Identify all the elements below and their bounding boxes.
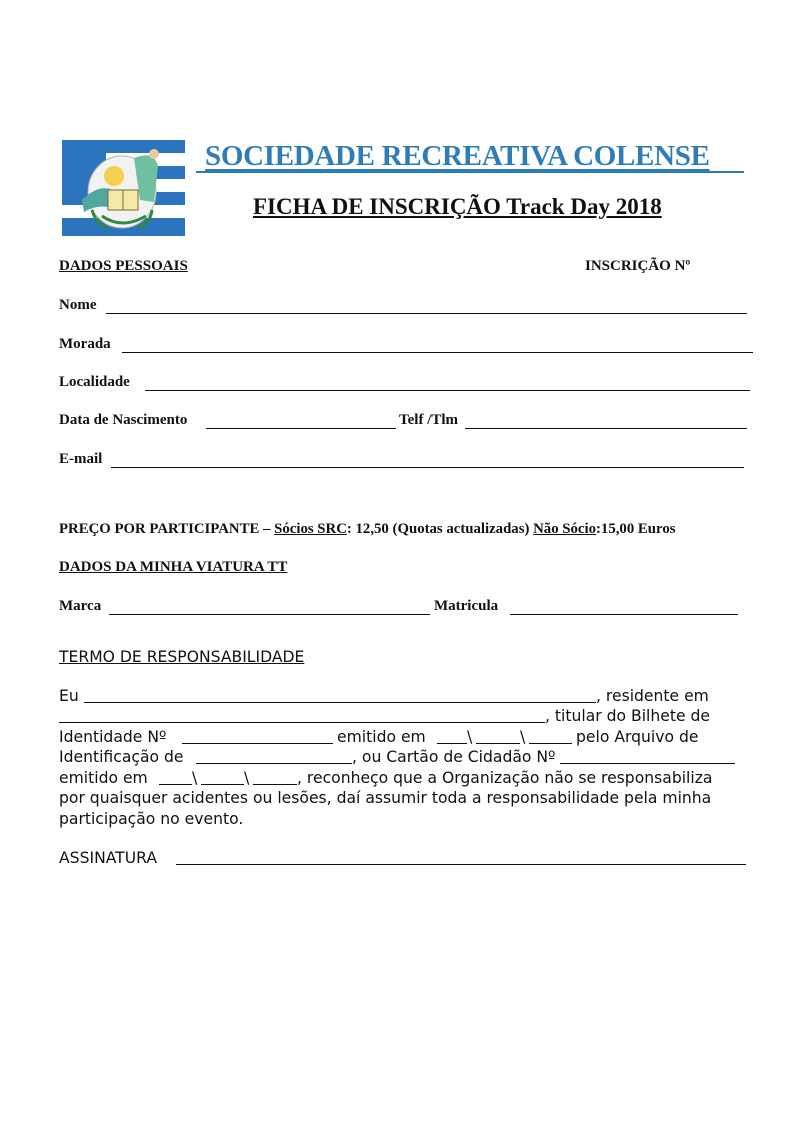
locality-label: Localidade (59, 374, 130, 390)
price-line (59, 521, 675, 538)
brand-field[interactable] (109, 614, 430, 615)
price-label: PREÇO POR PARTICIPANTE – (59, 521, 271, 537)
phone-field[interactable] (465, 428, 747, 429)
personal-data-heading: DADOS PESSOAIS (59, 258, 188, 274)
org-title: SOCIEDADE RECREATIVA COLENSE (205, 140, 710, 172)
term-issued-month-field[interactable] (476, 743, 520, 744)
form-title: FICHA DE INSCRIÇÃO Track Day 2018 (253, 194, 662, 219)
term-issued-label: emitido em (59, 769, 148, 787)
term-date-separator: \ (244, 769, 250, 787)
address-field[interactable] (122, 352, 753, 353)
members-label: Sócios SRC (274, 521, 347, 537)
term-residence-text: , residente em (596, 687, 709, 705)
term-identification-label: Identificação de (59, 748, 184, 766)
term-citizen-card-label: , ou Cartão de Cidadão Nº (352, 748, 556, 766)
signature-label: ASSINATURA (59, 849, 157, 867)
term-identification-field[interactable] (196, 763, 352, 764)
term-responsibility-text: por quaisquer acidentes ou lesões, daí assumir toda a responsabilidade pela minha (59, 789, 712, 807)
term-cc-issued-month-field[interactable] (201, 784, 244, 785)
term-cc-issued-day-field[interactable] (159, 784, 192, 785)
term-name-field[interactable] (84, 702, 596, 703)
term-issued-label: emitido em (337, 728, 426, 746)
term-participation-text: participação no evento. (59, 810, 244, 828)
term-citizen-card-field[interactable] (560, 763, 735, 764)
members-price: : 12,50 (Quotas actualizadas) (346, 521, 530, 537)
term-date-separator: \ (467, 728, 473, 746)
phone-label: Telf /Tlm (399, 412, 459, 428)
signature-field[interactable] (176, 864, 746, 865)
term-heading: TERMO DE RESPONSABILIDADE (59, 648, 305, 666)
term-residence-field[interactable] (59, 722, 545, 723)
email-field[interactable] (111, 467, 744, 468)
brand-label: Marca (59, 598, 102, 614)
term-date-separator: \ (192, 769, 198, 787)
email-label: E-mail (59, 451, 103, 467)
plate-label: Matricula (434, 598, 499, 614)
locality-field[interactable] (145, 390, 750, 391)
society-flag-logo (62, 140, 185, 236)
nonmembers-label: Não Sócio (533, 521, 596, 537)
address-label: Morada (59, 336, 111, 352)
plate-field[interactable] (510, 614, 738, 615)
term-issued-year-field[interactable] (529, 743, 572, 744)
name-field[interactable] (106, 313, 747, 314)
vehicle-heading: DADOS DA MINHA VIATURA TT (59, 559, 288, 575)
name-label: Nome (59, 297, 97, 313)
birthdate-label: Data de Nascimento (59, 412, 188, 428)
term-cc-issued-year-field[interactable] (253, 784, 297, 785)
title-divider (196, 171, 744, 173)
term-id-number-field[interactable] (182, 743, 333, 744)
term-id-card-text: , titular do Bilhete de (545, 707, 711, 725)
term-acknowledge-text: , reconheço que a Organização não se responsabiliza (297, 769, 713, 787)
term-archive-text: pelo Arquivo de (576, 728, 699, 746)
nonmembers-price: :15,00 Euros (596, 521, 676, 537)
inscription-number-label: INSCRIÇÃO Nº (585, 258, 691, 274)
term-eu-label: Eu (59, 687, 79, 705)
term-id-number-label: Identidade Nº (59, 728, 167, 746)
birthdate-field[interactable] (206, 428, 396, 429)
term-issued-day-field[interactable] (437, 743, 467, 744)
term-date-separator: \ (520, 728, 526, 746)
